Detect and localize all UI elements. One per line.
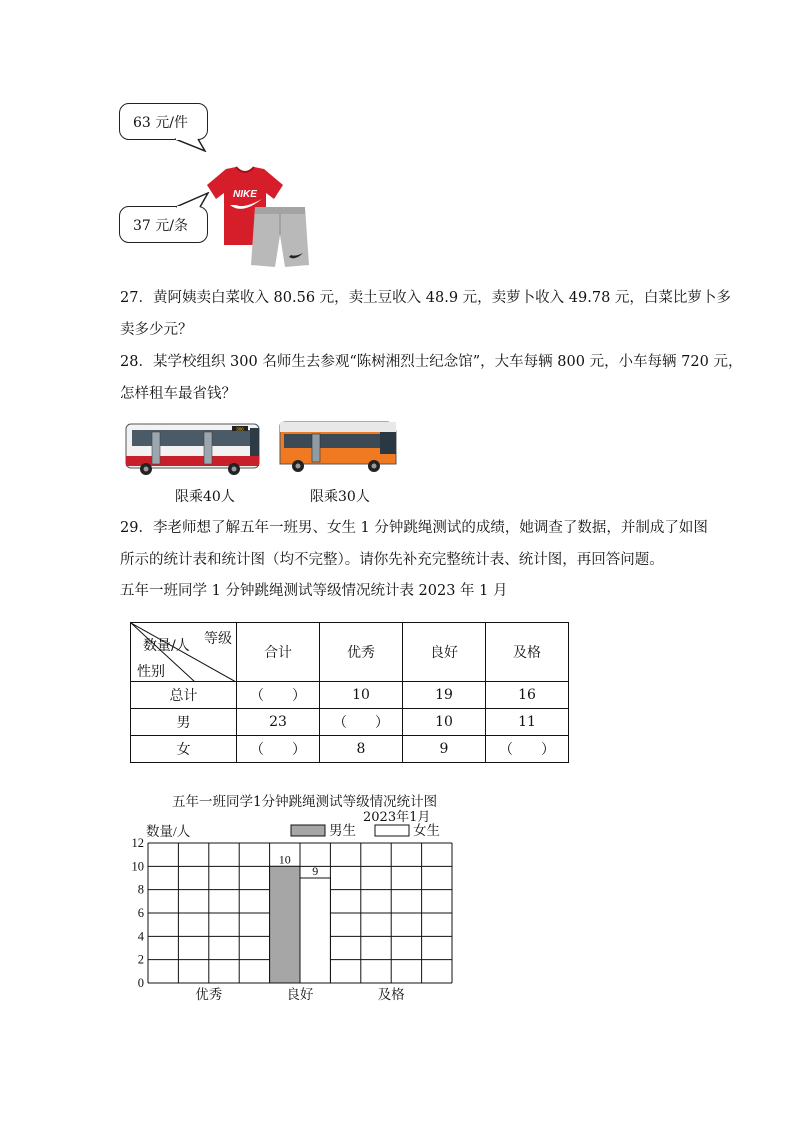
x-tick-label: 优秀 (195, 987, 223, 1002)
row-label: 女 (131, 736, 237, 763)
y-tick-label: 8 (137, 882, 144, 897)
y-tick-label: 0 (137, 976, 144, 990)
bubble-tail-top (175, 138, 215, 152)
svg-text:NIKE: NIKE (233, 189, 257, 200)
grey-shorts-image (249, 205, 311, 269)
corner-grade-label: 等级 (204, 631, 232, 647)
table-cell: 11 (486, 709, 569, 736)
legend-swatch (375, 825, 409, 836)
corner-header-cell (131, 623, 237, 682)
header-excellent: 优秀 (320, 623, 403, 682)
q28-line2: 怎样租车最省钱？ (120, 386, 236, 402)
row-label: 总计 (131, 682, 237, 709)
table-cell: 23 (237, 709, 320, 736)
bar-value-label: 9 (312, 864, 319, 878)
y-axis-label: 数量/人 (146, 824, 191, 839)
bar (270, 866, 300, 983)
large-bus-capacity: 限乘40人 (175, 489, 235, 505)
x-tick-label: 良好 (286, 987, 314, 1002)
bar-value-label: 10 (278, 852, 291, 867)
header-total: 合计 (237, 623, 320, 682)
table-row (131, 709, 569, 736)
shorts-price-bubble (119, 206, 208, 243)
q27-line2: 卖多少元？ (120, 322, 193, 338)
y-tick-label: 10 (131, 859, 144, 874)
legend-swatch (291, 825, 325, 836)
q29-line2: 所示的统计表和统计图（均不完整）。请你先补充完整统计表、统计图，再回答问题。 (120, 552, 664, 568)
table-cell: 8 (320, 736, 403, 763)
table-cell[interactable]: （ ） (237, 682, 320, 709)
table-cell[interactable]: （ ） (320, 709, 403, 736)
table-cell: 10 (320, 682, 403, 709)
table-cell: 19 (403, 682, 486, 709)
table-cell[interactable]: （ ） (486, 736, 569, 763)
table-title: 五年一班同学 1 分钟跳绳测试等级情况统计表 2023 年 1 月 (120, 583, 508, 599)
statistics-table (130, 622, 569, 763)
legend-label: 女生 (413, 823, 440, 838)
row-label: 男 (131, 709, 237, 736)
table-row (131, 682, 569, 709)
y-tick-label: 2 (137, 952, 144, 967)
small-bus-image (276, 418, 398, 478)
bar-chart (126, 820, 466, 1010)
table-cell: 16 (486, 682, 569, 709)
svg-text:306: 306 (236, 426, 244, 432)
y-tick-label: 12 (131, 836, 144, 850)
large-bus-image (124, 418, 262, 480)
corner-gender-label: 性别 (137, 664, 165, 680)
small-bus-capacity: 限乘30人 (310, 489, 370, 505)
table-cell: 9 (403, 736, 486, 763)
corner-quantity-label: 数量/人 (143, 638, 190, 654)
bar (300, 878, 330, 983)
q29-line1: 29．李老师想了解五年一班男、女生 1 分钟跳绳测试的成绩，她调查了数据，并制成了如图 (120, 520, 708, 536)
header-good: 良好 (403, 623, 486, 682)
x-tick-label: 及格 (377, 987, 405, 1002)
table-cell[interactable]: （ ） (237, 736, 320, 763)
shorts-price: 37 元/条 (133, 217, 188, 234)
q27-line1: 27．黄阿姨卖白菜收入 80.56 元，卖土豆收入 48.9 元，卖萝卜收入 49.78 元，白菜比萝卜多 (120, 290, 731, 306)
chart-subtitle: 2023年1月 (363, 810, 431, 825)
shirt-price-bubble (119, 103, 208, 140)
shirt-price: 63 元/件 (133, 114, 188, 131)
y-tick-label: 6 (137, 906, 144, 920)
y-tick-label: 4 (137, 929, 144, 944)
header-pass: 及格 (486, 623, 569, 682)
chart-title: 五年一班同学1分钟跳绳测试等级情况统计图 (172, 794, 438, 810)
legend-label: 男生 (329, 823, 356, 838)
q28-line1: 28．某学校组织 300 名师生去参观“陈树湘烈士纪念馆”，大车每辆 800 元，小车每辆 720 元， (120, 354, 743, 370)
table-row (131, 736, 569, 763)
table-cell: 10 (403, 709, 486, 736)
